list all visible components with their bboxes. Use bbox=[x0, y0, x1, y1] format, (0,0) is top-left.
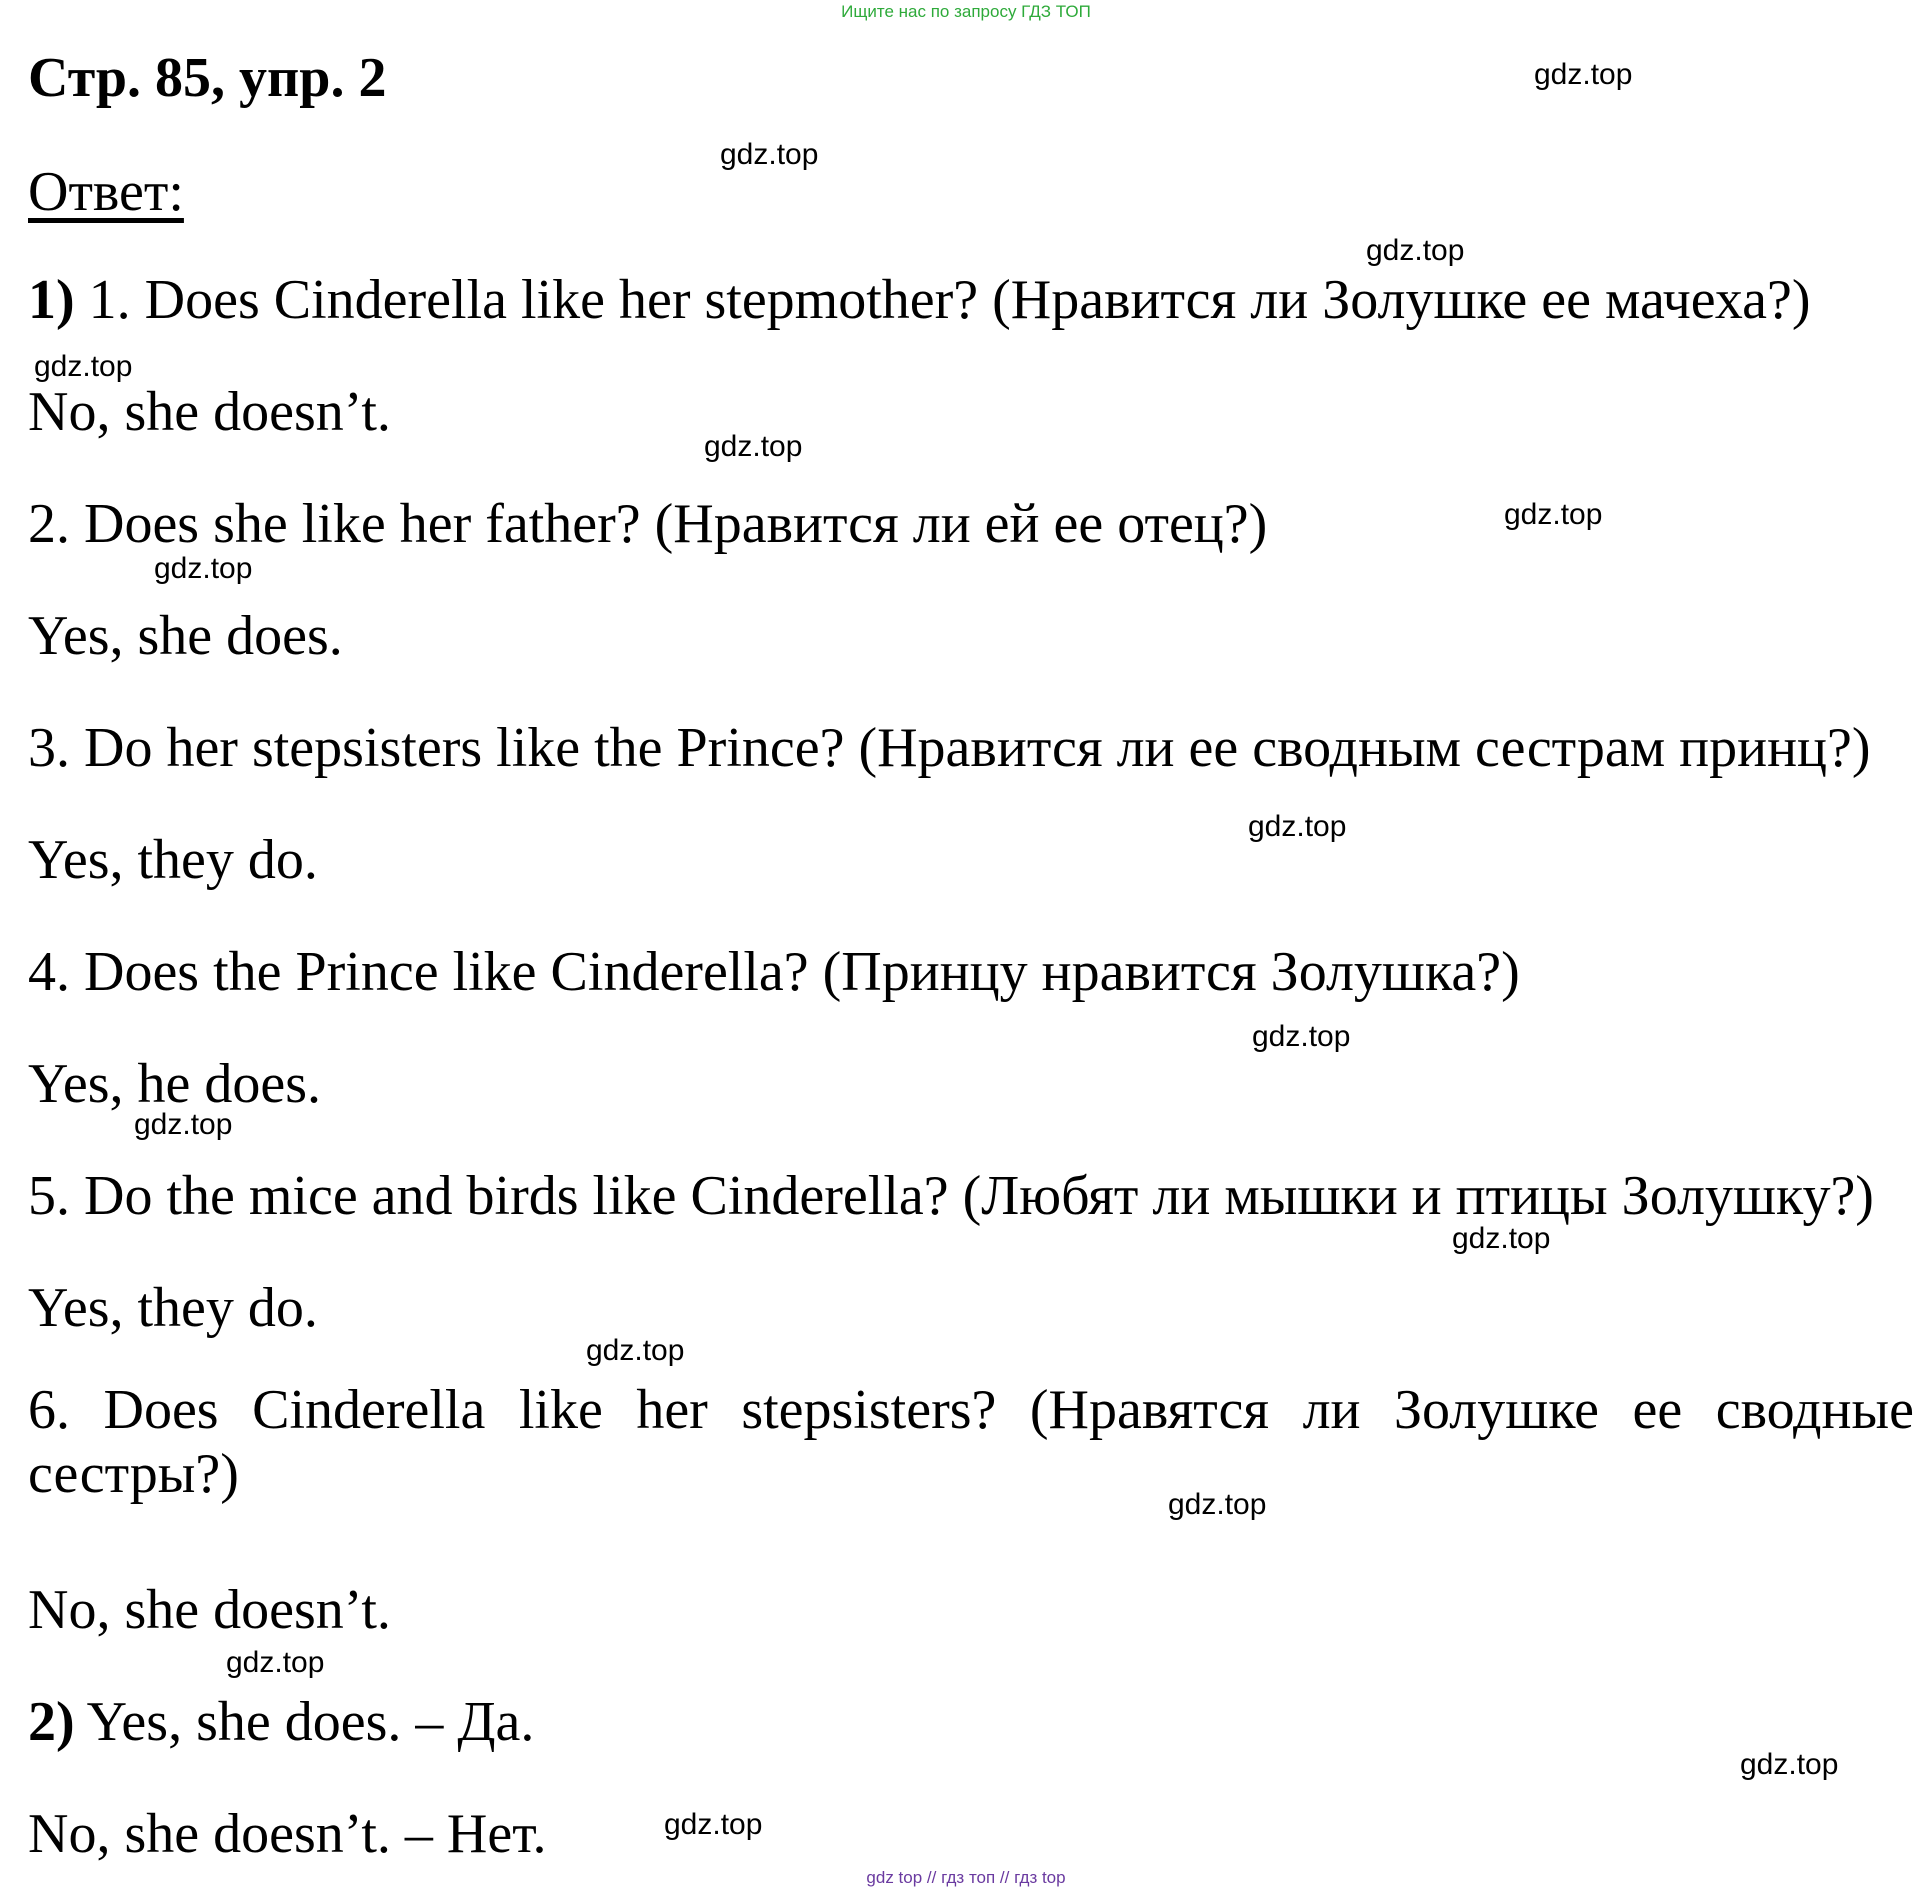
answer-5: Yes, they do. bbox=[28, 1277, 318, 1339]
watermark: gdz.top bbox=[1534, 58, 1633, 91]
watermark: gdz.top bbox=[704, 430, 803, 463]
watermark: gdz.top bbox=[664, 1808, 763, 1841]
part-2-line-1-text: Yes, she does. – Да. bbox=[86, 1691, 535, 1753]
top-banner: Ищите нас по запросу ГДЗ ТОП bbox=[841, 2, 1091, 21]
part-2-line-1 bbox=[28, 1690, 534, 1754]
part-2-marker: 2) bbox=[28, 1691, 75, 1753]
watermark: gdz.top bbox=[34, 350, 133, 383]
watermark: gdz.top bbox=[1168, 1488, 1267, 1521]
part-2-line-2: No, she doesn’t. – Нет. bbox=[28, 1803, 547, 1865]
part-1-marker: 1) bbox=[28, 269, 75, 331]
question-1-text: 1. Does Cinderella like her stepmother? (Нравится ли Золушке ее мачеха?) bbox=[88, 269, 1811, 331]
watermark: gdz.top bbox=[154, 552, 253, 585]
watermark: gdz.top bbox=[586, 1334, 685, 1367]
question-6: 6. Does Cinderella like her stepsisters? (Нравятся ли Золушке ее сводные сестры?) bbox=[28, 1379, 1914, 1505]
watermark: gdz.top bbox=[1740, 1748, 1839, 1781]
question-1 bbox=[28, 268, 1811, 332]
page-title: Стр. 85, упр. 2 bbox=[28, 47, 387, 109]
watermark: gdz.top bbox=[226, 1646, 325, 1679]
answer-1: No, she doesn’t. bbox=[28, 381, 391, 443]
footer-watermark: gdz top // гдз топ // гдз top bbox=[866, 1868, 1066, 1887]
watermark: gdz.top bbox=[1248, 810, 1347, 843]
answer-2: Yes, she does. bbox=[28, 605, 343, 667]
watermark: gdz.top bbox=[720, 138, 819, 171]
question-3: 3. Do her stepsisters like the Prince? (Нравится ли ее сводным сестрам принц?) bbox=[28, 717, 1871, 779]
watermark: gdz.top bbox=[1504, 498, 1603, 531]
question-5: 5. Do the mice and birds like Cinderella? (Любят ли мышки и птицы Золушку?) bbox=[28, 1165, 1874, 1227]
watermark: gdz.top bbox=[1252, 1020, 1351, 1053]
answer-label: Ответ: bbox=[28, 161, 184, 223]
answer-4: Yes, he does. bbox=[28, 1053, 321, 1115]
watermark: gdz.top bbox=[1366, 234, 1465, 267]
watermark: gdz.top bbox=[1452, 1222, 1551, 1255]
question-4: 4. Does the Prince like Cinderella? (Принцу нравится Золушка?) bbox=[28, 941, 1520, 1003]
watermark: gdz.top bbox=[134, 1108, 233, 1141]
answer-3: Yes, they do. bbox=[28, 829, 318, 891]
question-2: 2. Does she like her father? (Нравится ли ей ее отец?) bbox=[28, 493, 1268, 555]
answer-6: No, she doesn’t. bbox=[28, 1579, 391, 1641]
